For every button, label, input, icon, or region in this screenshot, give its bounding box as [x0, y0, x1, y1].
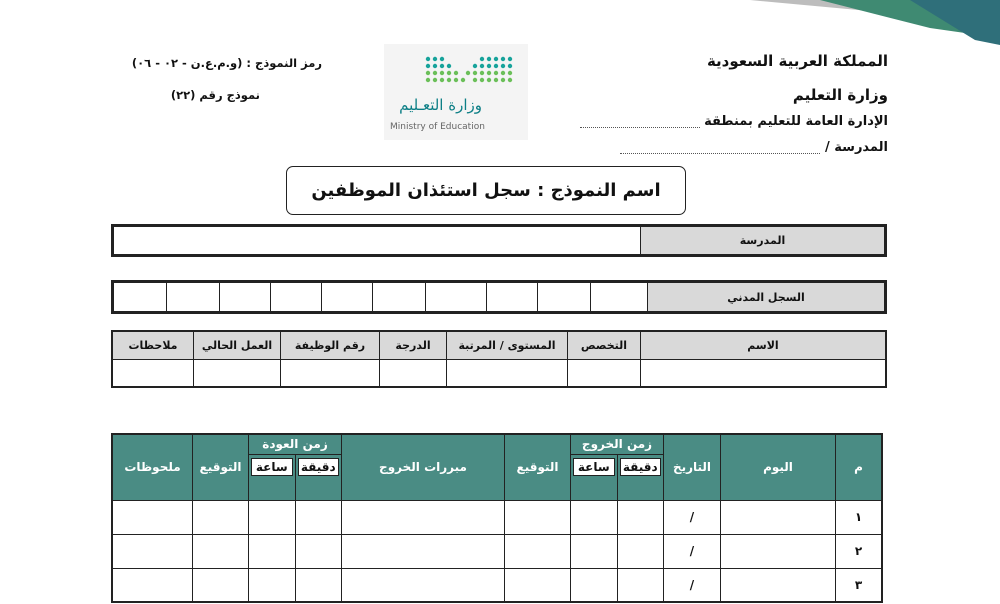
- log-header-signature-2: التوقيع: [193, 434, 249, 500]
- exit-hour-header: [571, 454, 618, 500]
- form-number: نموذج رقم (٢٢): [170, 88, 260, 102]
- log-header-date: التاريخ: [664, 434, 721, 500]
- row-signature-1-cell[interactable]: [505, 500, 571, 534]
- header-job-number: رقم الوظيفة: [281, 331, 380, 359]
- logo-english-text: Ministry of Education: [390, 122, 485, 132]
- grade-input-cell[interactable]: [380, 359, 447, 387]
- return-hour-header: [249, 454, 296, 500]
- row-notes-cell[interactable]: [112, 534, 193, 568]
- row-date-cell[interactable]: /: [664, 534, 721, 568]
- school-value-cell[interactable]: [113, 226, 641, 256]
- row-index-cell: ٢: [836, 534, 883, 568]
- row-exit-minute-cell[interactable]: [617, 500, 664, 534]
- return-hour-label: ساعة: [251, 458, 293, 476]
- row-index-cell: ١: [836, 500, 883, 534]
- header-current-work: العمل الحالي: [194, 331, 281, 359]
- form-code: رمز النموذج : (و.م.ع.ن - ٠٢ - ٠٦): [131, 56, 322, 70]
- school-label: المدرسة /: [825, 140, 888, 155]
- header-specialty: التخصص: [568, 331, 641, 359]
- row-notes-cell[interactable]: [112, 568, 193, 602]
- row-signature-1-cell[interactable]: [505, 568, 571, 602]
- specialty-input-cell[interactable]: [568, 359, 641, 387]
- notes-input-cell[interactable]: [112, 359, 194, 387]
- row-exit-hour-cell[interactable]: [571, 568, 618, 602]
- ministry-title: وزارة التعليم: [792, 86, 888, 104]
- civil-digit-cell[interactable]: [373, 282, 426, 313]
- civil-digit-cell[interactable]: [167, 282, 220, 313]
- log-header-index: م: [836, 434, 883, 500]
- row-signature-2-cell[interactable]: [193, 500, 249, 534]
- logo-arabic-text: وزارة التعـليم: [399, 96, 482, 114]
- exit-minute-label: دقيقة: [620, 458, 662, 476]
- row-return-minute-cell[interactable]: [295, 568, 342, 602]
- civil-digit-cell[interactable]: [322, 282, 373, 313]
- row-exit-reasons-cell[interactable]: [342, 568, 505, 602]
- row-index-cell: ٣: [836, 568, 883, 602]
- row-signature-2-cell[interactable]: [193, 568, 249, 602]
- logo-dots-icon: [424, 54, 516, 88]
- header-grade: الدرجة: [380, 331, 447, 359]
- region-label: الإدارة العامة للتعليم بمنطقة: [704, 114, 888, 129]
- civil-label-cell: السجل المدني: [648, 282, 886, 313]
- civil-digit-cell[interactable]: [487, 282, 538, 313]
- exit-hour-label: ساعة: [573, 458, 615, 476]
- log-header-notes: ملحوظات: [112, 434, 193, 500]
- log-header-day: اليوم: [721, 434, 836, 500]
- school-fill-line[interactable]: [620, 141, 820, 154]
- row-day-cell[interactable]: [721, 568, 836, 602]
- row-return-hour-cell[interactable]: [249, 500, 296, 534]
- row-return-hour-cell[interactable]: [249, 534, 296, 568]
- region-fill-line[interactable]: [580, 115, 700, 128]
- log-row: [112, 568, 882, 602]
- row-day-cell[interactable]: [721, 500, 836, 534]
- civil-digit-cell[interactable]: [220, 282, 271, 313]
- log-header-exit-reasons: مبررات الخروج: [342, 434, 505, 500]
- job-number-input-cell[interactable]: [281, 359, 380, 387]
- row-date-cell[interactable]: /: [664, 568, 721, 602]
- return-minute-label: دقيقة: [298, 458, 340, 476]
- civil-digit-cell[interactable]: [426, 282, 487, 313]
- row-return-minute-cell[interactable]: [295, 500, 342, 534]
- log-row: [112, 534, 882, 568]
- row-return-hour-cell[interactable]: [249, 568, 296, 602]
- row-exit-minute-cell[interactable]: [617, 568, 664, 602]
- row-signature-2-cell[interactable]: [193, 534, 249, 568]
- row-exit-hour-cell[interactable]: [571, 534, 618, 568]
- row-exit-hour-cell[interactable]: [571, 500, 618, 534]
- school-table: [111, 224, 887, 257]
- region-line: [580, 114, 888, 129]
- log-header-exit-time: زمن الخروج: [571, 434, 664, 454]
- row-notes-cell[interactable]: [112, 500, 193, 534]
- school-label-cell: المدرسة: [641, 226, 886, 256]
- row-return-minute-cell[interactable]: [295, 534, 342, 568]
- log-row: [112, 500, 882, 534]
- row-exit-minute-cell[interactable]: [617, 534, 664, 568]
- name-input-cell[interactable]: [641, 359, 887, 387]
- civil-digit-cell[interactable]: [591, 282, 648, 313]
- decorative-header-band: [580, 0, 1000, 45]
- civil-digit-cell[interactable]: [271, 282, 322, 313]
- header-level-rank: المستوى / المرتبة: [447, 331, 568, 359]
- header-name: الاسم: [641, 331, 887, 359]
- level-rank-input-cell[interactable]: [447, 359, 568, 387]
- row-date-cell[interactable]: /: [664, 500, 721, 534]
- form-title: اسم النموذج : سجل استئذان الموظفين: [311, 180, 661, 201]
- header-notes: ملاحظات: [112, 331, 194, 359]
- ministry-logo: [384, 44, 528, 140]
- form-title-box: [286, 166, 686, 215]
- civil-record-table: [111, 280, 887, 314]
- civil-digit-cell[interactable]: [538, 282, 591, 313]
- current-work-input-cell[interactable]: [194, 359, 281, 387]
- civil-digit-cell[interactable]: [113, 282, 167, 313]
- kingdom-title: المملكة العربية السعودية: [706, 52, 888, 70]
- exit-minute-header: [617, 454, 664, 500]
- row-exit-reasons-cell[interactable]: [342, 534, 505, 568]
- row-signature-1-cell[interactable]: [505, 534, 571, 568]
- school-line: [620, 140, 888, 155]
- log-header-signature-1: التوقيع: [505, 434, 571, 500]
- row-exit-reasons-cell[interactable]: [342, 500, 505, 534]
- log-header-return-time: زمن العودة: [249, 434, 342, 454]
- permission-log-table: [111, 433, 883, 603]
- return-minute-header: [295, 454, 342, 500]
- employee-info-table: [111, 330, 887, 388]
- row-day-cell[interactable]: [721, 534, 836, 568]
